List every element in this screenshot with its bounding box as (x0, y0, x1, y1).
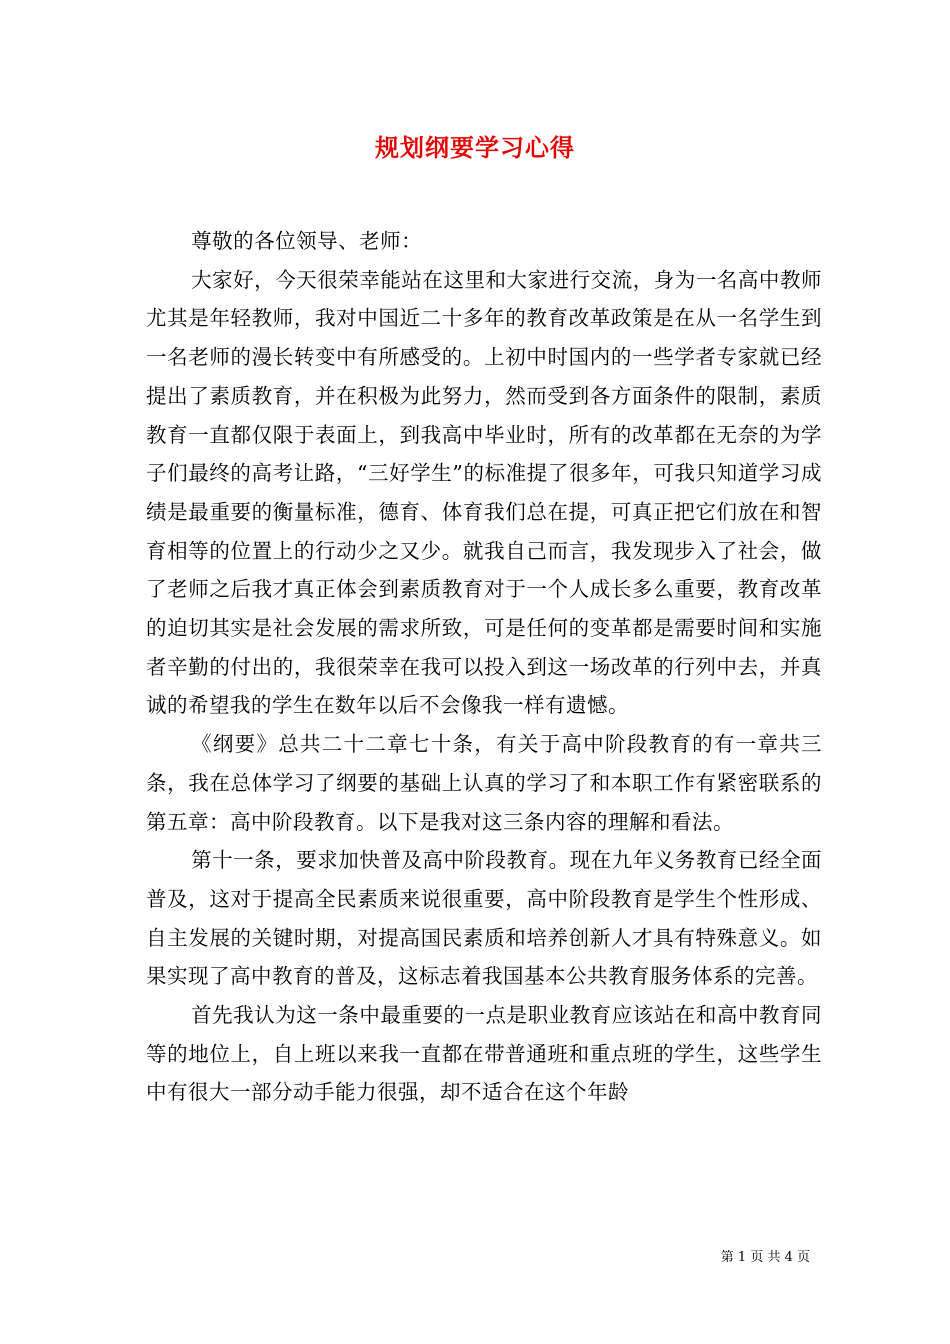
body-paragraph: 《纲要》总共二十二章七十条，有关于高中阶段教育的有一章共三条，我在总体学习了纲要的基础上认真的学习了和本职工作有紧密联系的第五章：高中阶段教育。以下是我对这三条内容的理解和看法。 (146, 732, 822, 834)
salutation-paragraph: 尊敬的各位领导、老师： (191, 229, 423, 253)
body-paragraph: 第十一条，要求加快普及高中阶段教育。现在九年义务教育已经全面普及，这对于提高全民素质来说很重要，高中阶段教育是学生个性形成、自主发展的关键时期，对提高国民素质和培养创新人才具有特殊意义。如果实现了高中教育的普及，这标志着我国基本公共教育服务体系的完善。 (146, 848, 822, 989)
body-paragraph: 首先我认为这一条中最重要的一点是职业教育应该站在和高中教育同等的地位上，自上班以来我一直都在带普通班和重点班的学生，这些学生中有很大一部分动手能力很强，却不适合在这个年龄 (146, 1003, 822, 1105)
document-body (146, 222, 822, 1112)
page-number-footer: 第 1 页 共 4 页 (720, 1250, 810, 1265)
document-title: 规划纲要学习心得 (375, 133, 575, 162)
body-paragraph: 大家好，今天很荣幸能站在这里和大家进行交流，身为一名高中教师尤其是年轻教师，我对中国近二十多年的教育改革政策是在从一名学生到一名老师的漫长转变中有所感受的。上初中时国内的一些学者专家就已经提出了素质教育，并在积极为此努力，然而受到各方面条件的限制，素质教育一直都仅限于表面上，到我高中毕业时，所有的改革都在无奈的为学子们最终的高考让路，“三好学生”的标准提了很多年，可我只知道学习成绩是最重要的衡量标准，德育、体育我们总在提，可真正把它们放在和智育相等的位置上的行动少之又少。就我自己而言，我发现步入了社会，做了老师之后我才真正体会到素质教育对于一个人成长多么重要，教育改革的迫切其实是社会发展的需求所致，可是任何的变革都是需要时间和实施者辛勤的付出的，我很荣幸在我可以投入到这一场改革的行列中去，并真诚的希望我的学生在数年以后不会像我一样有遗憾。 (146, 267, 822, 718)
